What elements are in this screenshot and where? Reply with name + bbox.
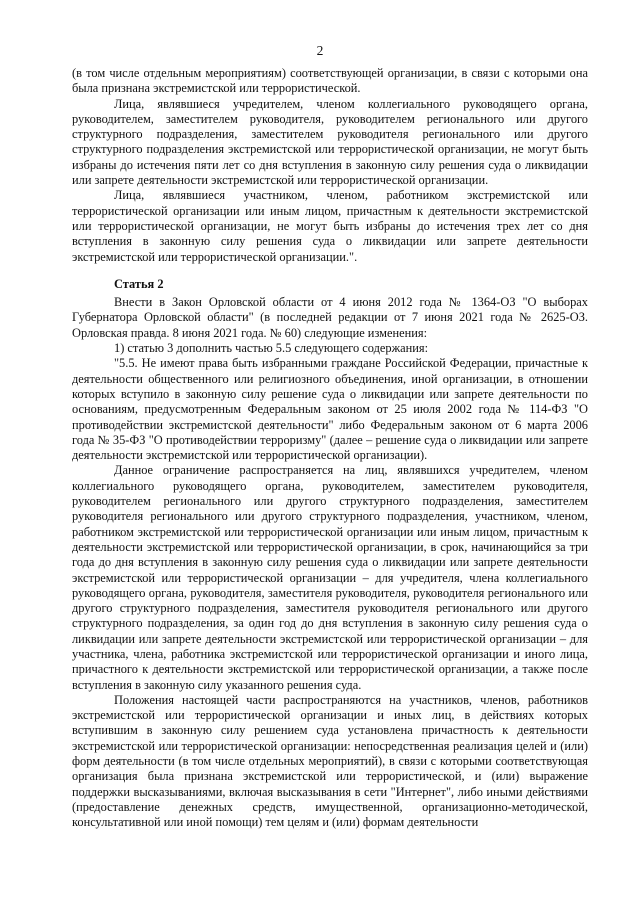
paragraph-part-5-5: "5.5. Не имеют права быть избранными граждане Российской Федерации, причастные к деятельности общественного или религиозного объединения, иной организации, в отношении которых вступило в законную силу решение суда о ликвидации или запрете деятельности по основаниям, предусмотренным Федеральным законом от 25 июля 2002 года № 114-ФЗ "О противодействии экстремистской деятельности" либо Федеральным законом от 6 марта 2006 года № 35-ФЗ "О противодействии терроризму" (далее – решение суда о ликвидации или запрете деятельности экстремистской или террористической организации). (72, 356, 588, 463)
document-body (72, 66, 588, 831)
paragraph-amendment-item-1: 1) статью 3 дополнить частью 5.5 следующего содержания: (114, 341, 429, 356)
paragraph-provisions-apply: Положения настоящей части распространяются на участников, членов, работников экстремистской или террористической организации и иных лиц, в действиях которых вступившим в законную силу решением суда установлена причастность к деятельности экстремистской или террористической организации: непосредственная реализация целей и (или) форм деятельности (в том числе отдельных мероприятий), в связи с которыми соответствующая организация была признана экстремистской или террористической, и (или) выражение поддержки высказываниями, включая высказывания в сети "Интернет", либо иными действиями (предоставление денежных средств, имущественной, организационно-методической, консультативной или иной помощи) тем целям и (или) формам деятельности (72, 692, 588, 830)
article-heading: Статья 2 (114, 276, 164, 291)
section-spacer (72, 265, 588, 277)
paragraph-restriction-scope: Данное ограничение распространяется на лиц, являвшихся учредителем, членом коллегиального руководящего органа, руководителем, заместителем руководителя, руководителем регионального или другого структурного подразделения, заместителем руководителя регионального или другого структурного подразделения, участником, членом, работником экстремистской или террористической организации или иным лицом, причастным к деятельности экстремистской или террористической организации, в срок, начинающийся за три года до дня вступления в законную силу решения суда о ликвидации или запрете деятельности экстремистской или террористической организации – для учредителя, члена коллегиального руководящего органа, руководителя, заместителя руководителя, руководителя регионального или другого структурного подразделения, заместителя руководителя регионального или другого структурного подразделения, за один год до дня вступления в законную силу решения суда о ликвидации или запрете деятельности экстремистской или террористической организации – для участника, члена, работника экстремистской или террористической организации и иного лица, причастного к деятельности экстремистской или террористической организации, а также после вступления в законную силу указанного решения суда. (72, 463, 588, 692)
paragraph-continuation: (в том числе отдельным мероприятиям) соответствующей организации, в связи с которыми она была признана экстремистской или террористической. (72, 66, 588, 96)
page-number: 2 (316, 43, 324, 58)
paragraph-participants-restriction: Лица, являвшиеся участником, членом, работником экстремистской или террористической организации или иным лицом, причастным к деятельности экстремистской или террористической организации, не могут быть избраны до истечения трех лет со дня вступления в законную силу решения суда о ликвидации или запрете деятельности экстремистской или террористической организации.". (72, 188, 588, 264)
paragraph-founders-restriction: Лица, являвшиеся учредителем, членом коллегиального руководящего органа, руководителем, заместителем руководителя, руководителем регионального или другого структурного подразделения, заместителем руководителя регионального или другого структурного подразделения экстремистской или террористической организации, не могут быть избраны до истечения пяти лет со дня вступления в законную силу решения суда о ликвидации или запрете деятельности экстремистской или террористической организации. (72, 96, 588, 188)
paragraph-amendment-intro: Внести в Закон Орловской области от 4 июня 2012 года № 1364-ОЗ "О выборах Губернатора Орловской области" (в последней редакции от 7 июня 2021 года № 2625-ОЗ. Орловская правда. 8 июня 2021 года. № 60) следующие изменения: (72, 295, 588, 340)
